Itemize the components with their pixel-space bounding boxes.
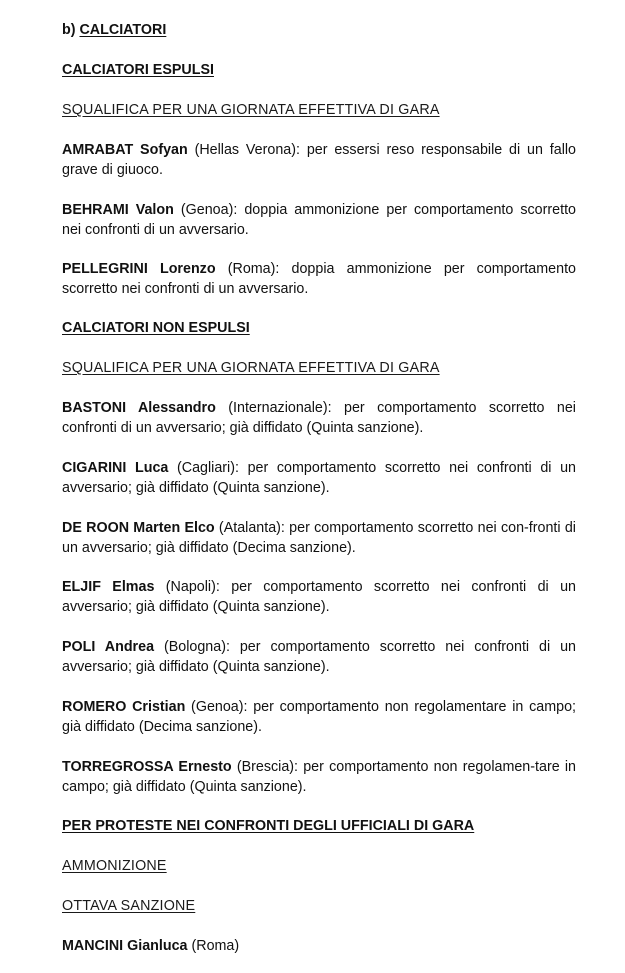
section-title <box>62 20 166 40</box>
player-name: CIGARINI Luca <box>62 460 169 476</box>
player-name: PELLEGRINI Lorenzo <box>62 261 216 277</box>
not-expelled-entry <box>62 518 576 558</box>
expelled-entry <box>62 259 576 299</box>
player-reason: (Cagliari): per comportamento scorretto nei confronti di un avversario; già diffidato (Quinta sanzione). <box>62 460 577 496</box>
player-reason: (Napoli): per comportamento scorretto nei confronti di un avversario; già diffidato (Quinta sanzione). <box>62 579 576 615</box>
player-reason: (Atalanta): per comportamento scorretto nei con-fronti di un avversario; già diffidato (Decima sanzione). <box>62 520 576 556</box>
expelled-entry <box>62 140 576 180</box>
not-expelled-entry <box>62 577 576 617</box>
player-reason: (Brescia): per comportamento non regolamen-tare in campo; già diffidato (Quinta sanzione). <box>62 759 576 795</box>
not-expelled-entry <box>62 757 576 797</box>
player-reason: (Roma): doppia ammonizione per comportamento scorretto nei confronti di un avversario. <box>62 261 576 297</box>
player-reason: (Internazionale): per comportamento scorretto nei confronti di un avversario; già diffidato (Quinta sanzione). <box>62 400 576 436</box>
expelled-sanction: SQUALIFICA PER UNA GIORNATA EFFETTIVA DI GARA <box>62 102 440 118</box>
protests-type: AMMONIZIONE <box>62 858 167 874</box>
not-expelled-sanction: SQUALIFICA PER UNA GIORNATA EFFETTIVA DI GARA <box>62 360 440 376</box>
player-name: AMRABAT Sofyan <box>62 142 188 158</box>
not-expelled-entry <box>62 458 576 498</box>
expelled-heading: CALCIATORI ESPULSI <box>62 62 214 78</box>
section-title-text: CALCIATORI <box>79 22 167 38</box>
not-expelled-heading: CALCIATORI NON ESPULSI <box>62 320 250 336</box>
not-expelled-entry <box>62 697 576 737</box>
player-name: TORREGROSSA Ernesto <box>62 759 232 775</box>
protests-level: OTTAVA SANZIONE <box>62 898 196 914</box>
player-name: DE ROON Marten Elco <box>62 520 215 536</box>
player-reason: (Genoa): per comportamento non regolamentare in campo; già diffidato (Decima sanzione). <box>62 699 576 735</box>
player-name: MANCINI Gianluca <box>62 938 188 954</box>
player-name: ROMERO Cristian <box>62 699 186 715</box>
player-club: (Roma) <box>187 938 240 954</box>
player-name: BEHRAMI Valon <box>62 202 174 218</box>
not-expelled-entry <box>62 398 576 438</box>
not-expelled-entry <box>62 637 576 677</box>
protests-heading: PER PROTESTE NEI CONFRONTI DEGLI UFFICIALI DI GARA <box>62 818 475 834</box>
section-label: b) <box>62 22 76 38</box>
expelled-entry <box>62 200 576 240</box>
player-reason: (Genoa): doppia ammonizione per comportamento scorretto nei confronti di un avversario. <box>62 202 576 238</box>
player-name: POLI Andrea <box>62 639 155 655</box>
protests-entry <box>62 936 239 956</box>
player-reason: (Hellas Verona): per essersi reso responsabile di un fallo grave di giuoco. <box>62 142 577 178</box>
player-reason: (Bologna): per comportamento scorretto nei confronti di un avversario; già diffidato (Quinta sanzione). <box>62 639 577 675</box>
player-name: ELJIF Elmas <box>62 579 155 595</box>
player-name: BASTONI Alessandro <box>62 400 216 416</box>
